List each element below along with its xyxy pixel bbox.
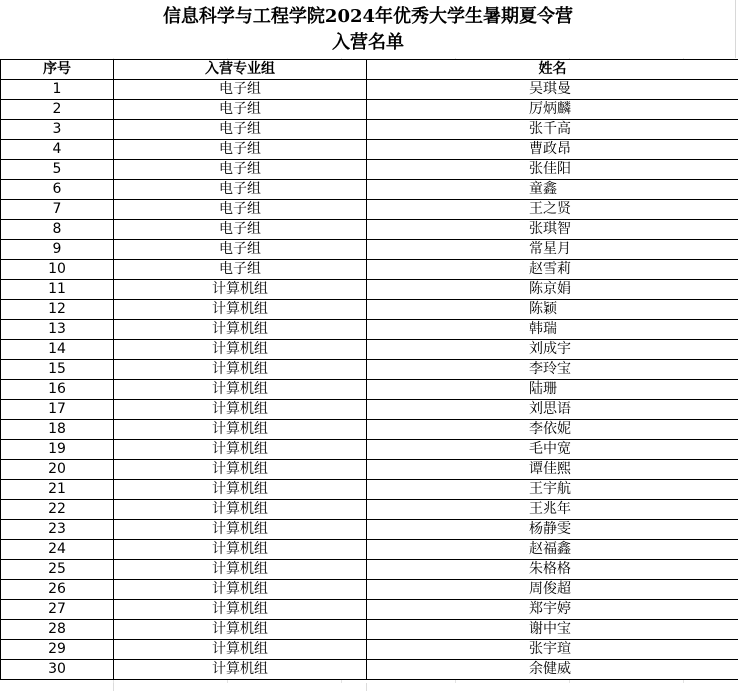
table-row bbox=[1, 240, 738, 260]
cell-name[interactable]: 李依妮 bbox=[367, 420, 738, 440]
cell-group[interactable]: 计算机组 bbox=[114, 380, 367, 400]
cell-seq[interactable]: 21 bbox=[1, 480, 114, 500]
cell-name[interactable]: 刘成宇 bbox=[367, 340, 738, 360]
cell-name[interactable]: 李玲宝 bbox=[367, 360, 738, 380]
page-title: 信息科学与工程学院2024年优秀大学生暑期夏令营 bbox=[162, 6, 574, 27]
cell-seq[interactable]: 7 bbox=[1, 200, 114, 220]
header-seq[interactable]: 序号 bbox=[1, 60, 114, 80]
header-row bbox=[1, 60, 738, 80]
cell-seq[interactable]: 20 bbox=[1, 460, 114, 480]
cell-group[interactable]: 计算机组 bbox=[114, 560, 367, 580]
table-row bbox=[1, 520, 738, 540]
cell-name[interactable]: 周俊超 bbox=[367, 580, 738, 600]
empty-row-strip bbox=[0, 683, 738, 691]
gridline bbox=[113, 683, 114, 691]
roster-table bbox=[0, 59, 738, 680]
cell-seq[interactable]: 19 bbox=[1, 440, 114, 460]
table-row bbox=[1, 600, 738, 620]
cell-group[interactable]: 计算机组 bbox=[114, 400, 367, 420]
cell-name[interactable]: 谭佳熙 bbox=[367, 460, 738, 480]
cell-name[interactable]: 赵福鑫 bbox=[367, 540, 738, 560]
cell-name[interactable]: 杨静雯 bbox=[367, 520, 738, 540]
cell-name[interactable]: 王兆年 bbox=[367, 500, 738, 520]
table-row bbox=[1, 460, 738, 480]
cell-group[interactable]: 电子组 bbox=[114, 160, 367, 180]
cell-group[interactable]: 计算机组 bbox=[114, 440, 367, 460]
cell-name[interactable]: 余健威 bbox=[367, 660, 738, 680]
cell-group[interactable]: 计算机组 bbox=[114, 620, 367, 640]
cell-name[interactable]: 毛中宽 bbox=[367, 440, 738, 460]
cell-name[interactable]: 刘思语 bbox=[367, 400, 738, 420]
page-subtitle: 入营名单 bbox=[332, 32, 404, 53]
cell-name[interactable]: 童鑫 bbox=[367, 180, 738, 200]
cell-group[interactable]: 计算机组 bbox=[114, 580, 367, 600]
cell-name[interactable]: 常星月 bbox=[367, 240, 738, 260]
table-row bbox=[1, 640, 738, 660]
cell-name[interactable]: 王之贤 bbox=[367, 200, 738, 220]
table-row bbox=[1, 360, 738, 380]
cell-name[interactable]: 张琪智 bbox=[367, 220, 738, 240]
cell-seq[interactable]: 22 bbox=[1, 500, 114, 520]
cell-group[interactable]: 计算机组 bbox=[114, 600, 367, 620]
cell-seq[interactable]: 1 bbox=[1, 80, 114, 100]
cell-group[interactable]: 计算机组 bbox=[114, 500, 367, 520]
cell-group[interactable]: 计算机组 bbox=[114, 320, 367, 340]
cell-group[interactable]: 计算机组 bbox=[114, 460, 367, 480]
cell-group[interactable]: 电子组 bbox=[114, 220, 367, 240]
cell-name[interactable]: 陈京娟 bbox=[367, 280, 738, 300]
header-group[interactable]: 入营专业组 bbox=[114, 60, 367, 80]
cell-group[interactable]: 计算机组 bbox=[114, 360, 367, 380]
roster-body bbox=[1, 80, 738, 680]
cell-name[interactable]: 张宇瑄 bbox=[367, 640, 738, 660]
cell-name[interactable]: 谢中宝 bbox=[367, 620, 738, 640]
cell-seq[interactable]: 17 bbox=[1, 400, 114, 420]
cell-group[interactable]: 计算机组 bbox=[114, 340, 367, 360]
cell-seq[interactable]: 28 bbox=[1, 620, 114, 640]
gridline bbox=[366, 683, 367, 691]
cell-seq[interactable]: 15 bbox=[1, 360, 114, 380]
title-cell[interactable] bbox=[0, 0, 736, 58]
cell-group[interactable]: 计算机组 bbox=[114, 420, 367, 440]
cell-group[interactable]: 电子组 bbox=[114, 180, 367, 200]
cell-name[interactable]: 吴琪曼 bbox=[367, 80, 738, 100]
cell-group[interactable]: 电子组 bbox=[114, 80, 367, 100]
cell-name[interactable]: 陆珊 bbox=[367, 380, 738, 400]
cell-seq[interactable]: 10 bbox=[1, 260, 114, 280]
table-row bbox=[1, 80, 738, 100]
cell-name[interactable]: 张佳阳 bbox=[367, 160, 738, 180]
table-row bbox=[1, 420, 738, 440]
cell-seq[interactable]: 2 bbox=[1, 100, 114, 120]
cell-group[interactable]: 计算机组 bbox=[114, 480, 367, 500]
cell-seq[interactable]: 25 bbox=[1, 560, 114, 580]
cell-name[interactable]: 厉炳麟 bbox=[367, 100, 738, 120]
table-row bbox=[1, 480, 738, 500]
table-row bbox=[1, 100, 738, 120]
table-row bbox=[1, 660, 738, 680]
cell-group[interactable]: 电子组 bbox=[114, 240, 367, 260]
cell-seq[interactable]: 26 bbox=[1, 580, 114, 600]
cell-name[interactable]: 张千高 bbox=[367, 120, 738, 140]
table-row bbox=[1, 580, 738, 600]
cell-group[interactable]: 计算机组 bbox=[114, 660, 367, 680]
table-row bbox=[1, 200, 738, 220]
table-row bbox=[1, 180, 738, 200]
cell-group[interactable]: 计算机组 bbox=[114, 300, 367, 320]
table-row bbox=[1, 540, 738, 560]
cell-name[interactable]: 陈颖 bbox=[367, 300, 738, 320]
table-row bbox=[1, 620, 738, 640]
cell-group[interactable]: 电子组 bbox=[114, 120, 367, 140]
cell-seq[interactable]: 13 bbox=[1, 320, 114, 340]
cell-seq[interactable]: 11 bbox=[1, 280, 114, 300]
table-row bbox=[1, 380, 738, 400]
cell-seq[interactable]: 27 bbox=[1, 600, 114, 620]
table-row bbox=[1, 320, 738, 340]
cell-name[interactable]: 赵雪莉 bbox=[367, 260, 738, 280]
cell-seq[interactable]: 5 bbox=[1, 160, 114, 180]
table-row bbox=[1, 300, 738, 320]
cell-seq[interactable]: 24 bbox=[1, 540, 114, 560]
cell-seq[interactable]: 3 bbox=[1, 120, 114, 140]
cell-seq[interactable]: 6 bbox=[1, 180, 114, 200]
table-row bbox=[1, 560, 738, 580]
cell-group[interactable]: 计算机组 bbox=[114, 520, 367, 540]
table-row bbox=[1, 160, 738, 180]
cell-seq[interactable]: 9 bbox=[1, 240, 114, 260]
table-row bbox=[1, 260, 738, 280]
cell-seq[interactable]: 4 bbox=[1, 140, 114, 160]
cell-name[interactable]: 韩瑞 bbox=[367, 320, 738, 340]
table-row bbox=[1, 280, 738, 300]
header-name[interactable]: 姓名 bbox=[367, 60, 738, 80]
table-row bbox=[1, 400, 738, 420]
cell-group[interactable]: 计算机组 bbox=[114, 640, 367, 660]
cell-seq[interactable]: 29 bbox=[1, 640, 114, 660]
table-row bbox=[1, 440, 738, 460]
cell-group[interactable]: 电子组 bbox=[114, 140, 367, 160]
cell-seq[interactable]: 14 bbox=[1, 340, 114, 360]
table-row bbox=[1, 140, 738, 160]
cell-name[interactable]: 曹政昂 bbox=[367, 140, 738, 160]
cell-group[interactable]: 计算机组 bbox=[114, 540, 367, 560]
cell-seq[interactable]: 16 bbox=[1, 380, 114, 400]
table-row bbox=[1, 340, 738, 360]
cell-name[interactable]: 朱格格 bbox=[367, 560, 738, 580]
table-row bbox=[1, 220, 738, 240]
cell-seq[interactable]: 12 bbox=[1, 300, 114, 320]
table-row bbox=[1, 120, 738, 140]
cell-group[interactable]: 计算机组 bbox=[114, 280, 367, 300]
cell-seq[interactable]: 8 bbox=[1, 220, 114, 240]
cell-seq[interactable]: 30 bbox=[1, 660, 114, 680]
cell-seq[interactable]: 23 bbox=[1, 520, 114, 540]
cell-name[interactable]: 郑宇婷 bbox=[367, 600, 738, 620]
cell-name[interactable]: 王宇航 bbox=[367, 480, 738, 500]
table-row bbox=[1, 500, 738, 520]
cell-group[interactable]: 电子组 bbox=[114, 260, 367, 280]
cell-seq[interactable]: 18 bbox=[1, 420, 114, 440]
cell-group[interactable]: 电子组 bbox=[114, 200, 367, 220]
cell-group[interactable]: 电子组 bbox=[114, 100, 367, 120]
